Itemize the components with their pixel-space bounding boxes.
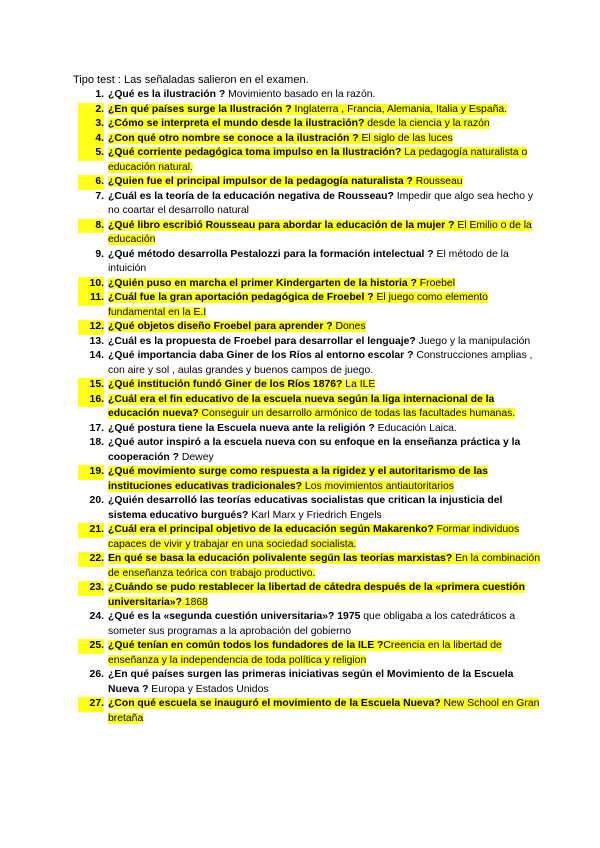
answer-text: Construcciones amplias , con aire y sol , aulas grandes y buenos campos de juego. — [108, 350, 533, 376]
answer-text: El siglo de las luces — [358, 132, 453, 144]
question-number: 19. — [78, 465, 104, 480]
question-text: ¿Qué autor inspiró a la escuela nueva con su enfoque en la enseñanza práctica y la cooperación ? — [108, 437, 521, 463]
answer-text: El método de la intuición — [108, 248, 509, 274]
question-number: 20. — [89, 495, 104, 506]
question-text: ¿Cuál es la propuesta de Froebel para desarrollar el lenguaje? — [108, 335, 416, 347]
answer-text: 1868 — [181, 596, 208, 608]
question-item — [60, 88, 540, 103]
answer-text: Educación Laica. — [374, 422, 457, 434]
answer-text: Inglaterra , Francia, Alemania, Italia y España. — [291, 103, 508, 115]
question-number: 9. — [95, 248, 104, 260]
question-number: 21. — [78, 523, 104, 538]
question-text: ¿Cuál es la teoría de la educación negativa de Rousseau? — [108, 190, 394, 202]
question-number: 15. — [78, 378, 104, 393]
question-number: 14. — [89, 350, 104, 361]
answer-text: Europa y Estados Unidos — [148, 683, 269, 695]
question-item — [60, 422, 540, 437]
question-number: 3. — [78, 117, 104, 132]
question-number: 13. — [89, 335, 104, 347]
question-text: ¿Cuál fue la gran aportación pedagógica de Froebel ? — [108, 292, 374, 303]
answer-text: New School en Gran bretaña — [108, 698, 540, 724]
question-number: 8. — [78, 219, 104, 234]
question-number: 10. — [78, 277, 104, 292]
question-text: ¿Cuándo se pudo restablecer la libertad de cátedra después de la «primera cuestión universitaria»? — [108, 582, 525, 608]
answer-text: que obligaba a los catedráticos a someter sus programas a la aprobación del gobierno — [108, 611, 516, 637]
question-text: ¿Qué movimiento surge como respuesta a la rigidez y el autoritarismo de las instituciones educativas tradicionales? — [108, 466, 488, 492]
question-item — [60, 436, 540, 465]
question-item — [60, 610, 540, 639]
question-number: 22. — [78, 552, 104, 567]
question-number: 24. — [89, 611, 104, 622]
answer-text: Conseguir un desarrollo armónico de todas las facultades humanas. — [198, 408, 516, 419]
question-text: ¿Con qué otro nombre se conoce a la ilustración ? — [108, 132, 359, 144]
question-text: ¿Quien fue el principal impulsor de la pedagogía naturalista ? — [108, 176, 413, 187]
question-item — [60, 335, 540, 350]
question-item — [60, 248, 540, 277]
question-item — [60, 552, 540, 581]
question-text: ¿En qué países surge la Ilustración ? — [108, 103, 292, 115]
question-text: ¿Cuál era el fin educativo de la escuela nueva según la liga internacional de la educación nueva? — [108, 393, 495, 419]
question-list — [60, 88, 540, 726]
answer-text: Formar individuos capaces de vivir y trabajar en una sociedad socialista. — [108, 524, 520, 550]
question-item — [60, 465, 540, 494]
answer-text: Dewey — [179, 451, 214, 463]
question-text: ¿Quién puso en marcha el primer Kindergarten de la historia ? — [108, 277, 417, 289]
question-item — [60, 697, 540, 726]
answer-text: En la combinación de enseñanza teórica con trabajo productivo. — [108, 553, 540, 579]
question-text: ¿Qué es la ilustración ? — [108, 89, 226, 100]
answer-text: La ILE — [342, 379, 376, 390]
question-item — [60, 103, 540, 118]
question-item — [60, 146, 540, 175]
question-number: 5. — [78, 146, 104, 161]
question-text: ¿Qué importancia daba Giner de los Ríos al entorno escolar ? — [108, 350, 414, 361]
answer-text: La pedagogía naturalista o educación natural. — [108, 147, 528, 173]
question-item — [60, 494, 540, 523]
question-text: ¿Qué postura tiene la Escuela nueva ante la religión ? — [108, 422, 375, 434]
question-number: 27. — [78, 697, 104, 712]
question-number: 1. — [95, 89, 104, 100]
question-item — [60, 378, 540, 393]
question-text: ¿Quién desarrolló las teorías educativas socialistas que critican la injusticia del sistema educativo burgués? — [108, 495, 503, 521]
question-text: ¿Qué libro escribió Rousseau para abordar la educación de la mujer ? — [108, 219, 455, 231]
question-item — [60, 639, 540, 668]
answer-text: Rousseau — [412, 176, 463, 187]
answer-text: Los movimientos antiautoritarios — [302, 480, 454, 492]
question-item — [60, 320, 540, 335]
question-number: 25. — [78, 639, 104, 654]
answer-text: Creencia en la libertad de enseñanza y la independencia de toda política y religion — [108, 640, 502, 666]
intro-text: Tipo test : Las señaladas salieron en el examen. — [73, 74, 309, 86]
question-number: 17. — [89, 422, 104, 434]
question-text: ¿Cómo se interpreta el mundo desde la ilustración? — [108, 118, 365, 129]
question-item — [60, 132, 540, 147]
answer-text: Froebel — [416, 277, 456, 289]
answer-text: Juego y la manipulación — [415, 335, 531, 347]
question-number: 7. — [95, 190, 104, 202]
question-item — [60, 581, 540, 610]
question-number: 11. — [78, 291, 104, 306]
question-number: 26. — [89, 669, 104, 680]
answer-text: El juego como elemento fundamental en la E.I — [108, 292, 488, 318]
question-item — [60, 668, 540, 697]
answer-text: Karl Marx y Friedrich Engels — [248, 509, 382, 521]
question-text: ¿Qué objetos diseño Froebel para aprender ? — [108, 321, 333, 332]
question-item — [60, 190, 540, 219]
question-text: ¿En qué países surgen las primeras iniciativas según el Movimiento de la Escuela Nueva ? — [108, 669, 514, 695]
question-number: 16. — [78, 393, 104, 408]
question-item — [60, 117, 540, 132]
answer-text: Dones — [332, 321, 366, 332]
answer-text: El Emilio o de la educación — [108, 219, 532, 245]
question-text: ¿Qué es la «segunda cuestión universitaria»? 1975 — [108, 611, 361, 622]
question-item — [60, 393, 540, 422]
question-number: 6. — [78, 175, 104, 190]
question-item — [60, 523, 540, 552]
question-text: ¿Cuál era el principal objetivo de la educación según Makarenko? — [108, 524, 434, 535]
question-number: 4. — [78, 132, 104, 147]
question-item — [60, 349, 540, 378]
question-item — [60, 291, 540, 320]
question-text: ¿Qué método desarrolla Pestalozzi para la formación intelectual ? — [108, 248, 434, 260]
question-number: 18. — [89, 437, 104, 448]
question-number: 2. — [78, 103, 104, 118]
question-text: ¿Qué corriente pedagógica toma impulso en la Ilustración? — [108, 147, 402, 158]
question-text: ¿Qué tenían en común todos los fundadores de la ILE ? — [108, 640, 384, 651]
question-text: En qué se basa la educación polivalente según las teorías marxistas? — [108, 553, 453, 564]
question-number: 12. — [78, 320, 104, 335]
question-text: ¿Qué institución fundó Giner de los Ríos 1876? — [108, 379, 343, 390]
answer-text: Impedir que algo sea hecho y no coartar el desarrollo natural — [108, 190, 534, 216]
question-number: 23. — [78, 581, 104, 596]
question-item — [60, 219, 540, 248]
answer-text: Movimiento basado en la razón. — [225, 89, 376, 100]
question-item — [60, 277, 540, 292]
question-item — [60, 175, 540, 190]
answer-text: desde la ciencia y la razón — [364, 118, 490, 129]
question-text: ¿Con qué escuela se inauguró el movimiento de la Escuela Nueva? — [108, 698, 441, 709]
